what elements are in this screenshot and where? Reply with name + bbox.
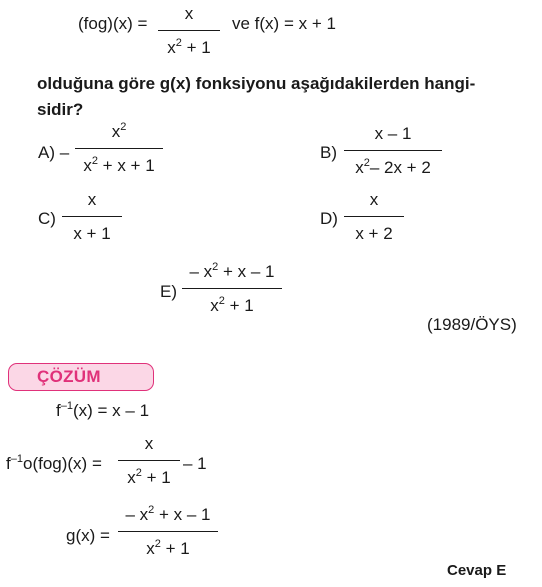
given-lhs: (fog)(x) = (78, 14, 148, 33)
prompt-line-2: sidir? (37, 100, 84, 119)
option-d-den: x + 2 (355, 224, 393, 244)
option-a-den: $x^2 + x + 1$ (83, 155, 155, 176)
fraction-bar (344, 150, 442, 151)
fraction-bar (118, 460, 180, 461)
step-3-num: – $x^2 + x - 1$ (125, 504, 211, 524)
given-den: $x^2 + 1$ (167, 37, 211, 58)
option-e-label: E) (160, 282, 177, 301)
prompt-line-1: olduğuna göre g(x) fonksiyonu aşağıdakilerden hangi- (37, 74, 476, 93)
fraction-bar (62, 216, 122, 217)
option-e-num: – $x^2 + x - 1$ (189, 261, 275, 281)
step-2-num: x (144, 434, 154, 453)
fraction-bar (344, 216, 404, 217)
solution-badge (8, 363, 154, 391)
given-condition: ve f(x) = x + 1 (232, 14, 336, 33)
solution-badge-label: ÇÖZÜM (37, 367, 101, 386)
option-e-den: $x^2 + 1$ (210, 295, 254, 316)
step-3-den: $x^2 + 1$ (146, 538, 190, 559)
fraction-bar (182, 288, 282, 289)
option-c-den: x + 1 (73, 224, 111, 244)
option-d-num: x (369, 190, 379, 209)
option-a-num: $x^2$ (111, 121, 127, 141)
answer-label: Cevap E (447, 562, 507, 579)
solution-step-2-fraction (118, 434, 180, 488)
option-b-label: B) (320, 143, 337, 162)
option-b-num: x – 1 (374, 124, 412, 143)
given-fraction (158, 4, 220, 58)
option-c-num: x (87, 190, 97, 209)
option-d-fraction (344, 190, 404, 244)
option-c-label: C) (38, 209, 56, 228)
option-c-fraction (62, 190, 122, 244)
option-a-fraction (75, 122, 163, 176)
solution-step-2-lhs: $f^{-1}o(fog)(x)$ = (6, 453, 102, 473)
option-e-fraction (182, 262, 282, 316)
solution-step-3-lhs: g(x) = (66, 526, 110, 545)
option-a-label: A) – (38, 143, 70, 162)
option-d-label: D) (320, 209, 338, 228)
solution-step-1: $f^{-1}(x) = x - 1$ (56, 400, 150, 420)
solution-step-3-fraction (118, 505, 218, 559)
option-b-fraction (344, 124, 442, 178)
fraction-bar (118, 531, 218, 532)
solution-step-2-tail: – 1 (183, 454, 207, 473)
fraction-bar (158, 30, 220, 31)
given-num: x (184, 4, 194, 23)
source-citation: (1989/ÖYS) (427, 315, 517, 334)
fraction-bar (75, 148, 163, 149)
option-b-den: $x^2-$ 2x + 2 (355, 157, 431, 178)
step-2-den: $x^2 + 1$ (127, 467, 171, 488)
